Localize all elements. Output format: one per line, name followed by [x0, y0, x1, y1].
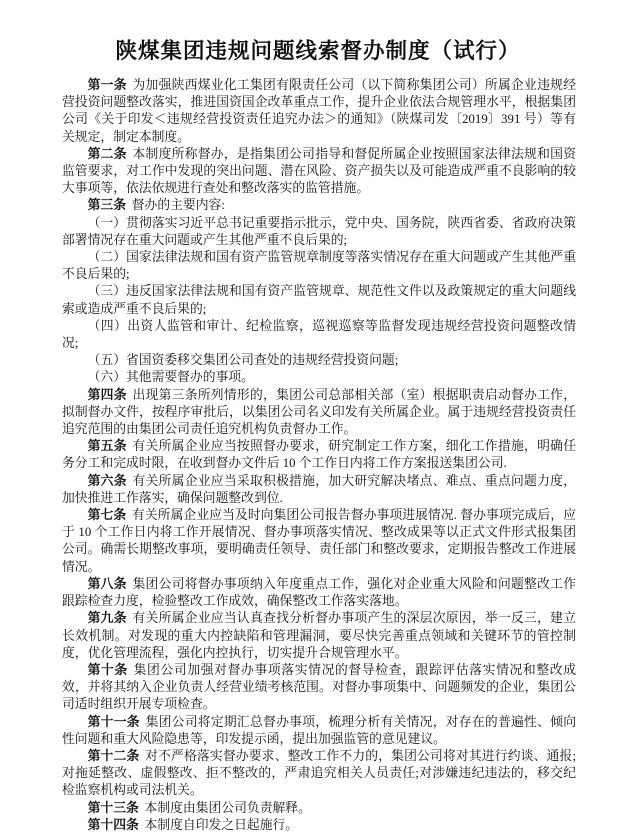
article-text: （六）其他需要督办的事项。 [87, 370, 254, 385]
article-number: 第二条 [87, 146, 127, 161]
article-paragraph [62, 610, 576, 662]
article-text: 集团公司将定期汇总督办事项，梳理分析有关情况，对存在的普遍性、倾向性问题和重大风险隐患等，印发提示函，提出加强监管的意见建议。 [62, 714, 577, 746]
article-paragraph [62, 352, 576, 369]
article-text: 为加强陕西煤业化工集团有限责任公司（以下简称集团公司）所属企业违规经营投资问题整改落实，推进国资国企改革重点工作，提升企业依法合规管理水平，根据集团公司《关于印发＜违规经营投资责任追究办法＞的通知》（陕煤司发〔2019〕391 号）等有关规定，制定本制度。 [62, 78, 577, 144]
article-text: （五）省国资委移交集团公司查处的违规经营投资问题; [87, 353, 399, 368]
article-text: 有关所属企业应当按照督办要求，研究制定工作方案，细化工作措施，明确任务分工和完成时限，在收到督办文件后 10 个工作日内将工作方案报送集团公司. [62, 439, 577, 471]
article-number: 第十四条 [87, 817, 139, 832]
article-text: （一）贯彻落实习近平总书记重要指示批示，党中央、国务院，陕西省委、省政府决策部署情况存在重大问题或产生其他严重不良后果的; [62, 215, 576, 247]
article-number: 第一条 [87, 78, 127, 92]
article-number: 第四条 [87, 387, 127, 402]
article-number: 第十三条 [87, 800, 139, 815]
article-paragraph [62, 197, 576, 214]
article-number: 第八条 [87, 576, 127, 591]
article-paragraph [62, 800, 576, 817]
article-paragraph [62, 215, 576, 249]
article-paragraph [62, 817, 576, 834]
article-text: 有关所属企业应当认真查找分析督办事项产生的深层次原因，举一反三，建立长效机制。对发现的重大内控缺陷和管理漏洞，要尽快完善重点领域和关键环节的管控制度，优化管理流程，强化内控执行，切实提升合规管理水平。 [62, 611, 577, 660]
article-text: （四）出资人监管和审计、纪检监察，巡视巡察等监督发现违规经营投资问题整改情况; [62, 318, 576, 351]
article-text: 本制度自印发之日起施行。 [144, 817, 299, 832]
article-paragraph [62, 387, 576, 439]
article-paragraph [62, 662, 576, 714]
article-paragraph [62, 369, 576, 386]
article-number: 第七条 [87, 508, 127, 523]
article-text: 有关所属企业应当及时向集团公司报告督办事项进展情况. 督办事项完成后，应于 10 个工作日内将工作开展情况、督办事项落实情况、整改成果等以正式文件形式报集团公司。确需长期整改事项，要明确责任领导、责任部门和整改要求，定期报告整改工作进展情况。 [62, 508, 577, 574]
article-text: 对不严格落实督办要求、整改工作不力的，集团公司将对其进行约谈、通报;对拖延整改、虚假整改、拒不整改的，严肃追究相关人员责任;对涉嫌违纪违法的，移交纪检监察机构或司法机关。 [62, 748, 576, 798]
article-number: 第十条 [87, 662, 128, 677]
article-text: 本制度由集团公司负责解释。 [144, 800, 311, 815]
article-number: 第十一条 [87, 714, 140, 729]
article-paragraph [62, 473, 576, 507]
article-text: 有关所属企业应当采取积极措施，加大研究解决堵点、难点、重点问题力度，加快推进工作落实，确保问题整改到位. [62, 473, 577, 505]
article-paragraph [62, 576, 576, 610]
article-paragraph [62, 249, 576, 283]
article-text: 本制度所称督办，是指集团公司指导和督促所属企业按照国家法律法规和国资监管要求，对工作中发现的突出问题、潜在风险、资产损失以及可能造成严重不良影响的较大事项等，依法依规进行查处和整改落实的监管措施。 [62, 146, 577, 196]
article-paragraph [62, 77, 576, 146]
article-paragraph [62, 507, 576, 576]
article-paragraph [62, 714, 576, 748]
article-text: 集团公司加强对督办事项落实情况的督导检查，跟踪评估落实情况和整改成效，并将其纳入企业负责人经营业绩考核范围。对督办事项集中、问题频发的企业，集团公司适时组织开展专项检查。 [62, 662, 577, 712]
article-text: 督办的主要内容: [131, 198, 225, 213]
article-number: 第九条 [87, 611, 127, 626]
document-title: 陕煤集团违规问题线索督办制度（试行） [115, 39, 521, 63]
article-number: 第六条 [87, 473, 127, 488]
document-body [62, 77, 576, 834]
article-text: 集团公司将督办事项纳入年度重点工作，强化对企业重大风险和问题整改工作跟踪检查力度，检验整改工作成效，确保整改工作落实落地。 [62, 576, 577, 609]
article-paragraph [62, 146, 576, 198]
article-number: 第十二条 [87, 748, 140, 763]
article-number: 第三条 [87, 198, 126, 213]
article-paragraph [62, 318, 576, 352]
article-paragraph [62, 748, 576, 800]
article-text: （三）违反国家法律法规和国有资产监管规章、规范性文件以及政策规定的重大问题线索或造成严重不良后果的; [62, 284, 576, 316]
article-text: （二）国家法律法规和国有资产监管规章制度等落实情况存在重大问题或产生其他严重不良后果的; [62, 250, 576, 282]
article-number: 第五条 [87, 439, 127, 454]
article-text: 出现第三条所列情形的，集团公司总部相关部（室）根据职责启动督办工作，拟制督办文件，按程序审批后，以集团公司名义印发有关所属企业。属于违规经营投资责任追究范围的由集团公司责任追究机构负责督办工作。 [62, 387, 577, 437]
article-paragraph [62, 283, 576, 317]
article-paragraph [62, 438, 576, 472]
